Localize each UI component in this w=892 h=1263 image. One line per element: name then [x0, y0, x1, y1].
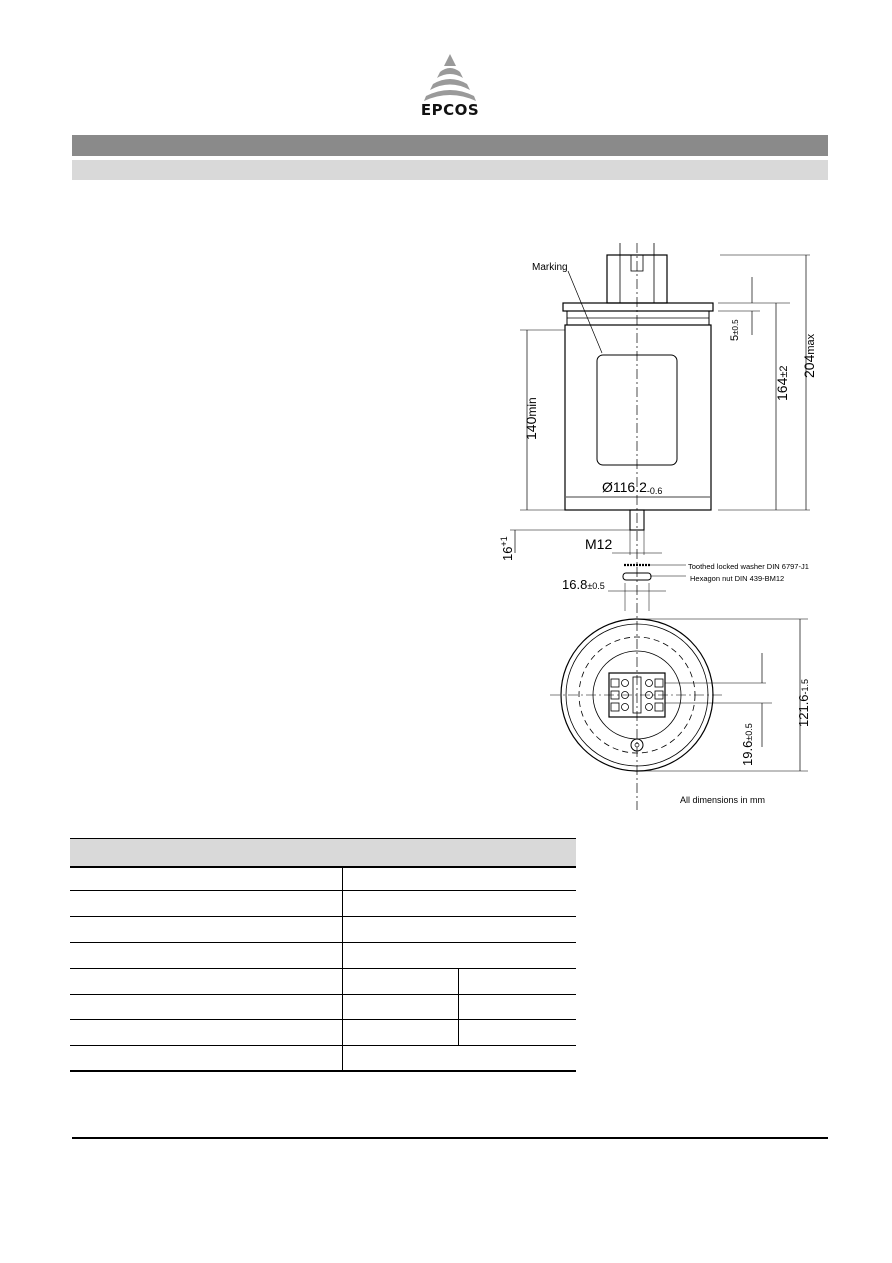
table-row — [70, 890, 576, 891]
washer-label: Toothed locked washer DIN 6797-J1 — [688, 562, 809, 571]
dim-140: 140 — [523, 416, 539, 440]
svg-text:16+1 — [499, 536, 515, 561]
svg-text:140min — [523, 397, 539, 440]
dim-diameter: Ø116.2 — [602, 479, 647, 495]
dimensions-note: All dimensions in mm — [680, 795, 766, 805]
dim-19-6-tol: ±0.5 — [744, 723, 754, 741]
dimension-drawing — [490, 235, 830, 815]
footer-rule — [72, 1137, 828, 1139]
table-row — [70, 1019, 576, 1020]
svg-text:121.6-1.5 — [796, 679, 811, 727]
dim-16-8: 16.8 — [562, 577, 588, 592]
specs-table — [70, 838, 576, 1072]
dim-164: 164 — [774, 377, 790, 401]
dim-16-tol: +1 — [499, 536, 509, 547]
dim-16: 16 — [500, 546, 515, 561]
svg-text:204max — [801, 333, 817, 378]
header-bar — [72, 135, 828, 156]
thread-label: M12 — [585, 536, 613, 552]
dim-204-tol: max — [805, 333, 817, 355]
svg-text:16.8±0.5 — [562, 577, 605, 592]
dim-5: 5 — [729, 334, 741, 341]
dim-5-tol: ±0.5 — [731, 319, 740, 335]
table-column-divider — [458, 968, 459, 1045]
svg-text:164±2 — [774, 365, 790, 401]
dim-204: 204 — [801, 354, 817, 378]
table-row — [70, 968, 576, 969]
table-header — [70, 838, 576, 868]
marking-label: Marking — [532, 262, 568, 273]
dim-121-6: 121.6 — [796, 694, 811, 727]
logo-text: EPCOS — [420, 101, 480, 119]
table-row — [70, 1045, 576, 1046]
dim-16-8-tol: ±0.5 — [587, 581, 605, 591]
subheader-bar — [72, 160, 828, 180]
svg-text:5±0.5 — [729, 319, 741, 341]
table-row — [70, 994, 576, 995]
dim-140-tol: min — [525, 397, 539, 417]
dim-diameter-tol: -0.6 — [646, 486, 663, 496]
svg-text:Ø116.2-0.6 — [602, 479, 662, 496]
dim-164-tol: ±2 — [778, 365, 790, 378]
dim-19-6: 19.6 — [740, 740, 755, 766]
table-column-divider — [342, 867, 343, 1071]
table-row — [70, 916, 576, 917]
svg-text:19.6±0.5 — [740, 723, 755, 766]
hexnut-label: Hexagon nut DIN 439-BM12 — [690, 574, 785, 583]
dim-121-6-tol: -1.5 — [800, 678, 810, 695]
table-bottom — [70, 1070, 576, 1072]
table-row — [70, 942, 576, 943]
